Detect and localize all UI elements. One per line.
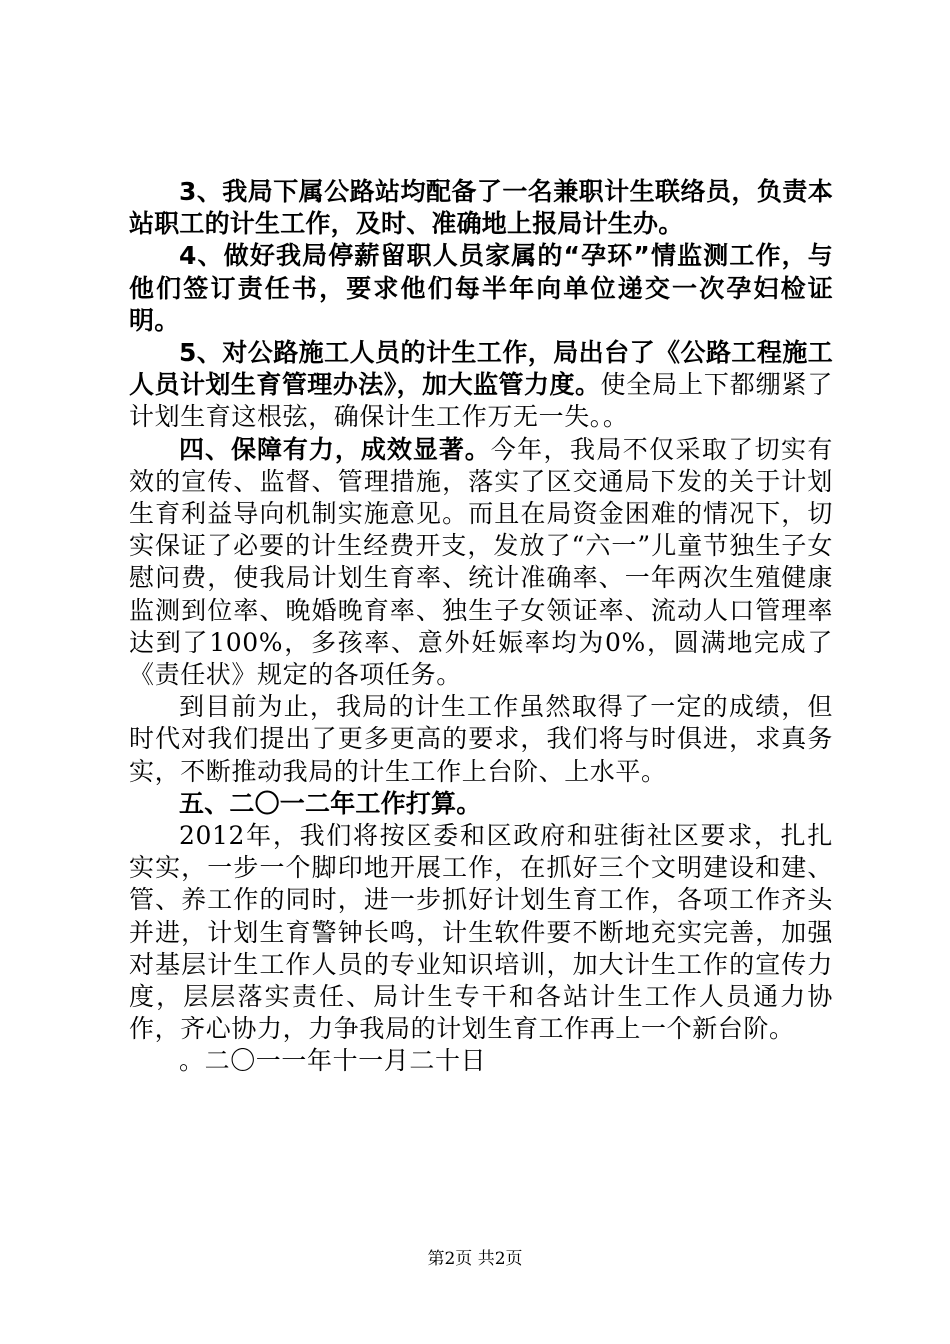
page-footer [0, 1244, 950, 1269]
summary-paragraph [129, 691, 833, 788]
paragraph-text: 4、做好我局停薪留职人员家属的“孕环”情监测工作，与他们签订责任书，要求他们每半年向单位递交一次孕妇检证明。 [129, 241, 833, 335]
paragraph-text: 今年，我局不仅采取了切实有效的宣传、监督、管理措施，落实了区交通局下发的关于计划生育利益导向机制实施意见。而且在局资金困难的情况下，切实保证了必要的计生经费开支，发放了“六一”儿童节独生子女慰问费，使我局计划生育率、统计准确率、一年两次生殖健康监测到位率、晚婚晚育率、独生子女领证率、流动人口管理率达到了100%，多孩率、意外妊娠率均为0%，圆满地完成了《责任状》规定的各项任务。 [129, 434, 833, 690]
section-heading: 四、保障有力，成效显著。 [179, 434, 491, 464]
paragraph-item-5 [129, 337, 833, 434]
document-date: 。二〇一一年十一月二十日 [179, 1046, 487, 1076]
section-five-heading [129, 788, 833, 820]
page-number-label: 第2页 共2页 [427, 1249, 523, 1269]
paragraph-text: 使全局上下都绷紧了计划生育这根弦，确保计生工作万无一失。。 [129, 370, 833, 432]
paragraph-item-4 [129, 240, 833, 337]
paragraph-item-3 [129, 176, 833, 240]
paragraph-text: 到目前为止，我局的计生工作虽然取得了一定的成绩，但时代对我们提出了更多更高的要求，我们将与时俱进，求真务实，不断推动我局的计生工作上台阶、上水平。 [129, 692, 833, 786]
paragraph-text: 3、我局下属公路站均配备了一名兼职计生联络员，负责本站职工的计生工作，及时、准确地上报局计生办。 [129, 177, 833, 239]
plan-paragraph [129, 820, 833, 1045]
date-line [129, 1045, 833, 1077]
document-body [129, 176, 833, 1078]
section-heading: 五、二〇一二年工作打算。 [179, 788, 482, 818]
paragraph-text: 2012年，我们将按区委和区政府和驻街社区要求，扎扎实实，一步一个脚印地开展工作，在抓好三个文明建设和建、管、养工作的同时，进一步抓好计划生育工作，各项工作齐头并进，计划生育警钟长鸣，计生软件要不断地充实完善，加强对基层计生工作人员的专业知识培训，加大计生工作的宣传力度，层层落实责任、局计生专干和各站计生工作人员通力协作，齐心协力，力争我局的计划生育工作再上一个新台阶。 [129, 821, 833, 1044]
section-four-paragraph [129, 434, 833, 692]
paragraph-lead: 5、对公路施工人员的计生工作，局出台了《公路工程施工人员计划生育管理办法》，加大监管力度。 [129, 338, 833, 400]
